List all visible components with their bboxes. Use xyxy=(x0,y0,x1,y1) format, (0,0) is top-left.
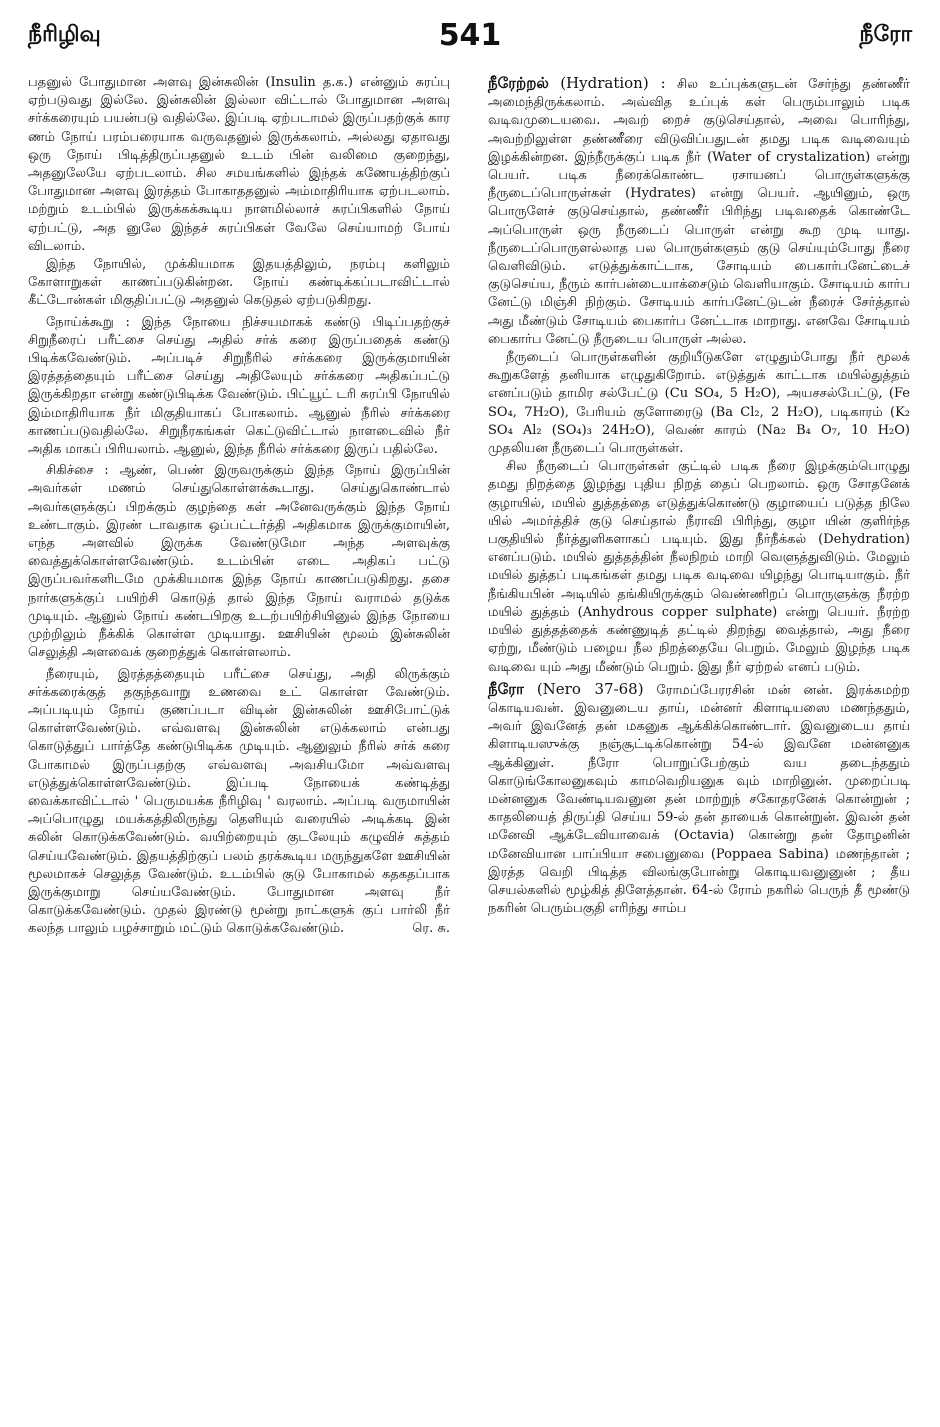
entry-heading: நீரேற்றல் xyxy=(488,74,549,92)
paragraph: இந்த நோயில், முக்கியமாக இதயத்திலும், நரம்பு களிலும் கோளாறுகள் காணப்படுகின்றன. நோய் கண்டிக்கப்படாவிட்டால் கீட்டோன்கள் மிகுதிப்பட்டு அதனுல் கெடுதல் ஏற்படுகிறது. xyxy=(28,257,450,309)
paragraph: சில நீருடைப் பொருள்கள் குட்டில் படிக நீரை இழக்கும்பொழுது தமது நிறத்தை இழந்து புதிய நிறத் தைப் பெறலாம். ஒரு சோதனேக் குழாயில், மயில் துத்தத்தை எடுத்துக்கொண்டு குழாயைப் படுத்த நிலே யில் அமர்த்திச் குடு செய்தால் நீராவி பிரிந்து, குழா யின் குளிர்ந்த பகுதியில் நீர்த்துளிகளாகப் படியும். இது நீர்நீக்கல் (Dehydration) எனப்படும். மயில் துத்தத்தின் நீலநிறம் மாறி வெளுத்துவிடும். மேலும் மயில் துத்தப் படிகங்கள் தமது படிக வடிவை யிழந்து பொடியாகும். நீர் நீங்கியபின் அடியில் தங்கியிருக்கும் வெண்ணிறப் பொருளுக்கு நீரற்ற மயில் துத்தம் (Anhydrous copper sulphate) என்று பெயர். நீரற்ற மயில் துத்தத்தைக் கண்ணுடித் தட்டில் திறந்து வைத்தால், அது நீரை ஏற்று, மீண்டும் பழைய நீல நிறத்தையே பெறும். மேலும் இழந்த படிக வடிவை யும் அது மீண்டும் பெறும். இது நீர் ஏற்றல் எனப் படும். xyxy=(488,459,910,675)
left-column xyxy=(28,74,450,939)
entry-nero xyxy=(488,680,910,919)
page-header xyxy=(28,18,912,58)
right-column xyxy=(488,74,910,918)
paragraph xyxy=(28,666,450,939)
paragraph: நீருடைப் பொருள்களின் குறியீடுகளே எழுதும்போது நீர் மூலக் கூறுகளேத் தனியாக எழுதுகிறோம். எடுத்துக் காட்டாக மயில்துத்தம் எனப்படும் தாமிர சல்பேட்டு (Cu SO₄, 5 H₂O), அயசசல்பேட்டு, (Fe SO₄, 7H₂O), பேரியம் குளோரைடு (Ba Cl₂, 2 H₂O), படிகாரம் (K₂ SO₄ Al₂ (SO₄)₃ 24H₂O), வெண் காரம் (Na₂ B₄ O₇, 10 H₂O) முதலியன நீருடைப் பொருள்கள். xyxy=(488,350,910,457)
paragraph: பதனுல் போதுமான அளவு இன்சுலின் (Insulin த.க.) என்னும் சுரப்பு ஏற்படுவது இல்லே. இன்சுலின் இல்லா விட்டால் போதுமான அளவு சர்க்கரையும் பயன்படு வதில்லே. இப்படி ஏற்படாமல் இருப்பதற்குக் கார ணம் நோய் பரம்பரையாக வருவதனுல் இருக்கலாம். அல்லது ஏதாவது ஒரு நோய் பிடித்திருப்பதனுல் உடம் பின் வலிமை குறைந்து, அதனுலேயே ஏற்படலாம். சில சமயங்களில் இந்தக் கணேயத்திற்குப் போதுமான அளவு இரத்தம் போகாததனுல் அம்மாதிரியாக ஏற்படலாம். மற்றும் உடம்பில் இருக்கக்கூடிய நாளமில்லாச் சுரப்பிகளில் நோய் ஏற்பட்டு, அத னுலே இந்தச் சுரப்பிகள் வேலே செய்யாமற் போய் விடலாம். xyxy=(28,75,450,254)
entry-hydration xyxy=(488,74,910,349)
paragraph-text: நீரையும், இரத்தத்தையும் பரீட்சை செய்து, அதி லிருக்கும் சர்க்கரைக்குத் தகுந்தவாறு உணவை உட் கொள்ள வேண்டும். அப்படியும் நோய் குணப்படா விடின் இன்சுலின் ஊசிபோட்டுக் கொள்ளவேண்டும். எவ்வளவு இன்சுலின் எடுக்கலாம் என்பது கொடுத்துப் பார்த்தே கண்டுபிடிக்க முடியும். ஆனுலும் நீரில் சர்க் கரை போகாமல் இருப்பதற்கு எவ்வளவு அவசியமோ அவ்வளவு எடுத்துக்கொள்ளவேண்டும். இப்படி நோயைக் கண்டித்து வைக்காவிட்டால் ' பெருமயக்க நீரிழிவு ' வரலாம். அப்படி வருமாயின் அப்பொழுது மயக்கத்திலிருந்து தெளியும் வரையில் அடிக்கடி இன் சுலின் கொடுக்கவேண்டும். வயிற்றையும் குடலேயும் கழுவிச் சுத்தம் செய்யவேண்டும். இதயத்திற்குப் பலம் தரக்கூடிய மருந்துகளே ஊசியின் மூலமாகச் செலுத்த வேண்டும். உடம்பில் குடு போகாமல் கதகதப்பாக இருக்குமாறு செய்யவேண்டும். போதுமான அளவு நீர் கொடுக்கவேண்டும். முதல் இரண்டு மூன்று நாட்களுக் குப் பார்லி நீர் கலந்த பாலும் பழச்சாறும் மட்டும் கொடுக்கவேண்டும். xyxy=(28,666,450,937)
section-label: சிகிச்சை : xyxy=(46,463,109,479)
header-right-keyword: நீரோ xyxy=(859,22,912,47)
entry-heading-latin: (Hydration) : xyxy=(560,74,666,92)
entry-heading: நீரோ xyxy=(488,679,524,698)
paragraph-text: ரோமப்பேரரசின் மன் னன். இரக்கமற்ற கொடியவன். இவனுடைய தாய், மன்னர் கிளாடியஸை மணந்ததும், அவர் இவனேத் தன் மகனுக ஆக்கிக்கொண்டார். இவனுடைய தாய் கிளாடியஸுக்கு நஞ்சூட்டிக்கொன்று 54-ல் இவனே மன்னனுக ஆக்கினுள். நீரோ பொறுப்பேற்கும் வய தடைந்ததும் கொடுங்கோலனுகவும் காமவெறியனுக வும் மாறினுன். முறைப்படி மன்னனுக வேண்டியவனுன தன் மாற்றுந் சகோதரனேக் கொன்றுன் ; காதலியைத் திருப்தி செய்ய 59-ல் தன் தாயைக் கொன்றுன். இவன் தன் மனேவி ஆக்டேவியாவைக் (Octavia) கொன்று தன் தோழனின் மனேவியான பாப்பியா சபைனுவை (Poppaea Sabina) மணந்தான் ; இரத்த வெறி பிடித்த விலங்குபோன்று கொடியவனுனுன் ; தீய செயல்களில் மூழ்கித் திளேத்தான். 64-ல் ரோம் நகரில் பெருந் தீ மூண்டு நகரின் பெரும்பகுதி எரிந்து சாம்ப xyxy=(488,682,910,917)
entry-heading-latin: (Nero 37-68) xyxy=(536,679,644,698)
paragraph xyxy=(28,314,450,460)
paragraph-text: சில உப்புக்களுடன் சேர்ந்து தண்ணீர் அமைந்திருக்கலாம். அவ்வித உப்புக் கள் பெரும்பாலும் படிக வடிவமுடையவை. அவற் றைச் குடுசெய்தால், அவை பொரிந்து, அவற்றிலுள்ள தண்ணீரை விடுவிப்பதுடன் தமது படிக வடிவையும் இழக்கின்றன. இந்நீருக்குப் படிக நீர் (Water of crystalization) என்று பெயர். படிக நீரைக்கொண்ட ரசாயனப் பொருள்களுக்கு நீருடைப்பொருள்கள் (Hydrates) என்று பெயர். ஆயினும், ஒரு பொருளேச் குடுசெய்தால், தண்ணீர் பிரிந்து படிவதைக் கொண்டே அப்பொருள் ஒரு நீருடைப் பொருள் என்று கூற முடி யாது. நீருடைப்பொருளல்லாத பல பொருள்களும் குடு செய்யும்போது நீரை வெளிவிடும். எடுத்துக்காட்டாக, சோடியம் பைகார்பனேட்டைச் குடுசெய்ய, நீரும் கார்பன்டையாக்சைடும் வெளியாகும். சோடியம் கார்ப னேட்டு மிஞ்சி நிற்கும். சோடியம் கார்பனேட்டுடன் நீரைச் சேர்த்தால் அது மீண்டும் சோடியம் பைகார்ப னேட்டாக மாறாது. எனவே சோடியம் பைகார்ப னேட்டு நீருடைய பொருள் அல்ல. xyxy=(488,77,910,347)
header-left-keyword: நீரிழிவு xyxy=(28,22,101,47)
paragraph xyxy=(28,462,450,662)
section-label: நோய்க்கூறு : xyxy=(46,314,130,330)
paragraph-text: ஆண், பெண் இருவருக்கும் இந்த நோய் இருப்பின் அவர்கள் மணம் செய்துகொள்ளக்கூடாது. செய்துகொண்டால் அவர்களுக்குப் பிறக்கும் குழந்தை கள் அனேவருக்கும் இந்த நோய் உண்டாகும். இரண் டாவதாக ஒப்பட்டர்த்தி அதிகமாக இருக்குமாயின், எந்த அளவில் இருக்க வேண்டுமோ அந்த அளவுக்கு வைத்துக்கொள்ளவேண்டும். உடம்பின் எடை அதிகப் பட்டு இருப்பவர்களிடமே முக்கியமாக இந்த நோய் காணப்படுகிறது. தசை நார்களுக்குப் பயிற்சி கொடுத் தால் இந்த நோய் வராமல் தடுக்க முடியும். ஆனுல் நோய் கண்டபிறகு உடற்பயிற்சியினுல் இந்த நோயை முற்றிலும் நீக்கிக் கொள்ள முடியாது. ஊசியின் மூலம் இன்சுலின் செலுத்தி அளவைக் குறைத்துக் கொள்ளலாம். xyxy=(28,463,450,661)
page-number: 541 xyxy=(438,18,502,53)
author-signature: ரெ. சு. xyxy=(412,921,450,937)
paragraph-text: இந்த நோயை நிச்சயமாகக் கண்டு பிடிப்பதற்குச் சிறுநீரைப் பரீட்சை செய்து அதில் சர்க் கரை இருப்பதைக் கண்டு பிடிக்கவேண்டும். அப்படிச் சிறுநீரில் சர்க்கரை இருக்குமாயின் இரத்தத்தையும் பரீட்சை செய்து அதிலேயும் சர்க்கரை அதிகப்பட்டு இருக்கிறதா என்று கண்டுபிடிக்க வேண்டும். பிட்யூட் டரி சுரப்பி நோயில் இம்மாதிரியாக நீர் மிகுதியாகப் போகலாம். ஆனுல் நீரில் சர்க்கரை காணப்படுவதில்லே. சிறுநீரகங்கள் கெட்டுவிட்டால் நாளடைவில் நீர் அதிக மாகப் பிரியலாம். ஆனுல், இந்த நீரில் சர்க்கரை இருப் பதில்லே. xyxy=(28,314,450,458)
